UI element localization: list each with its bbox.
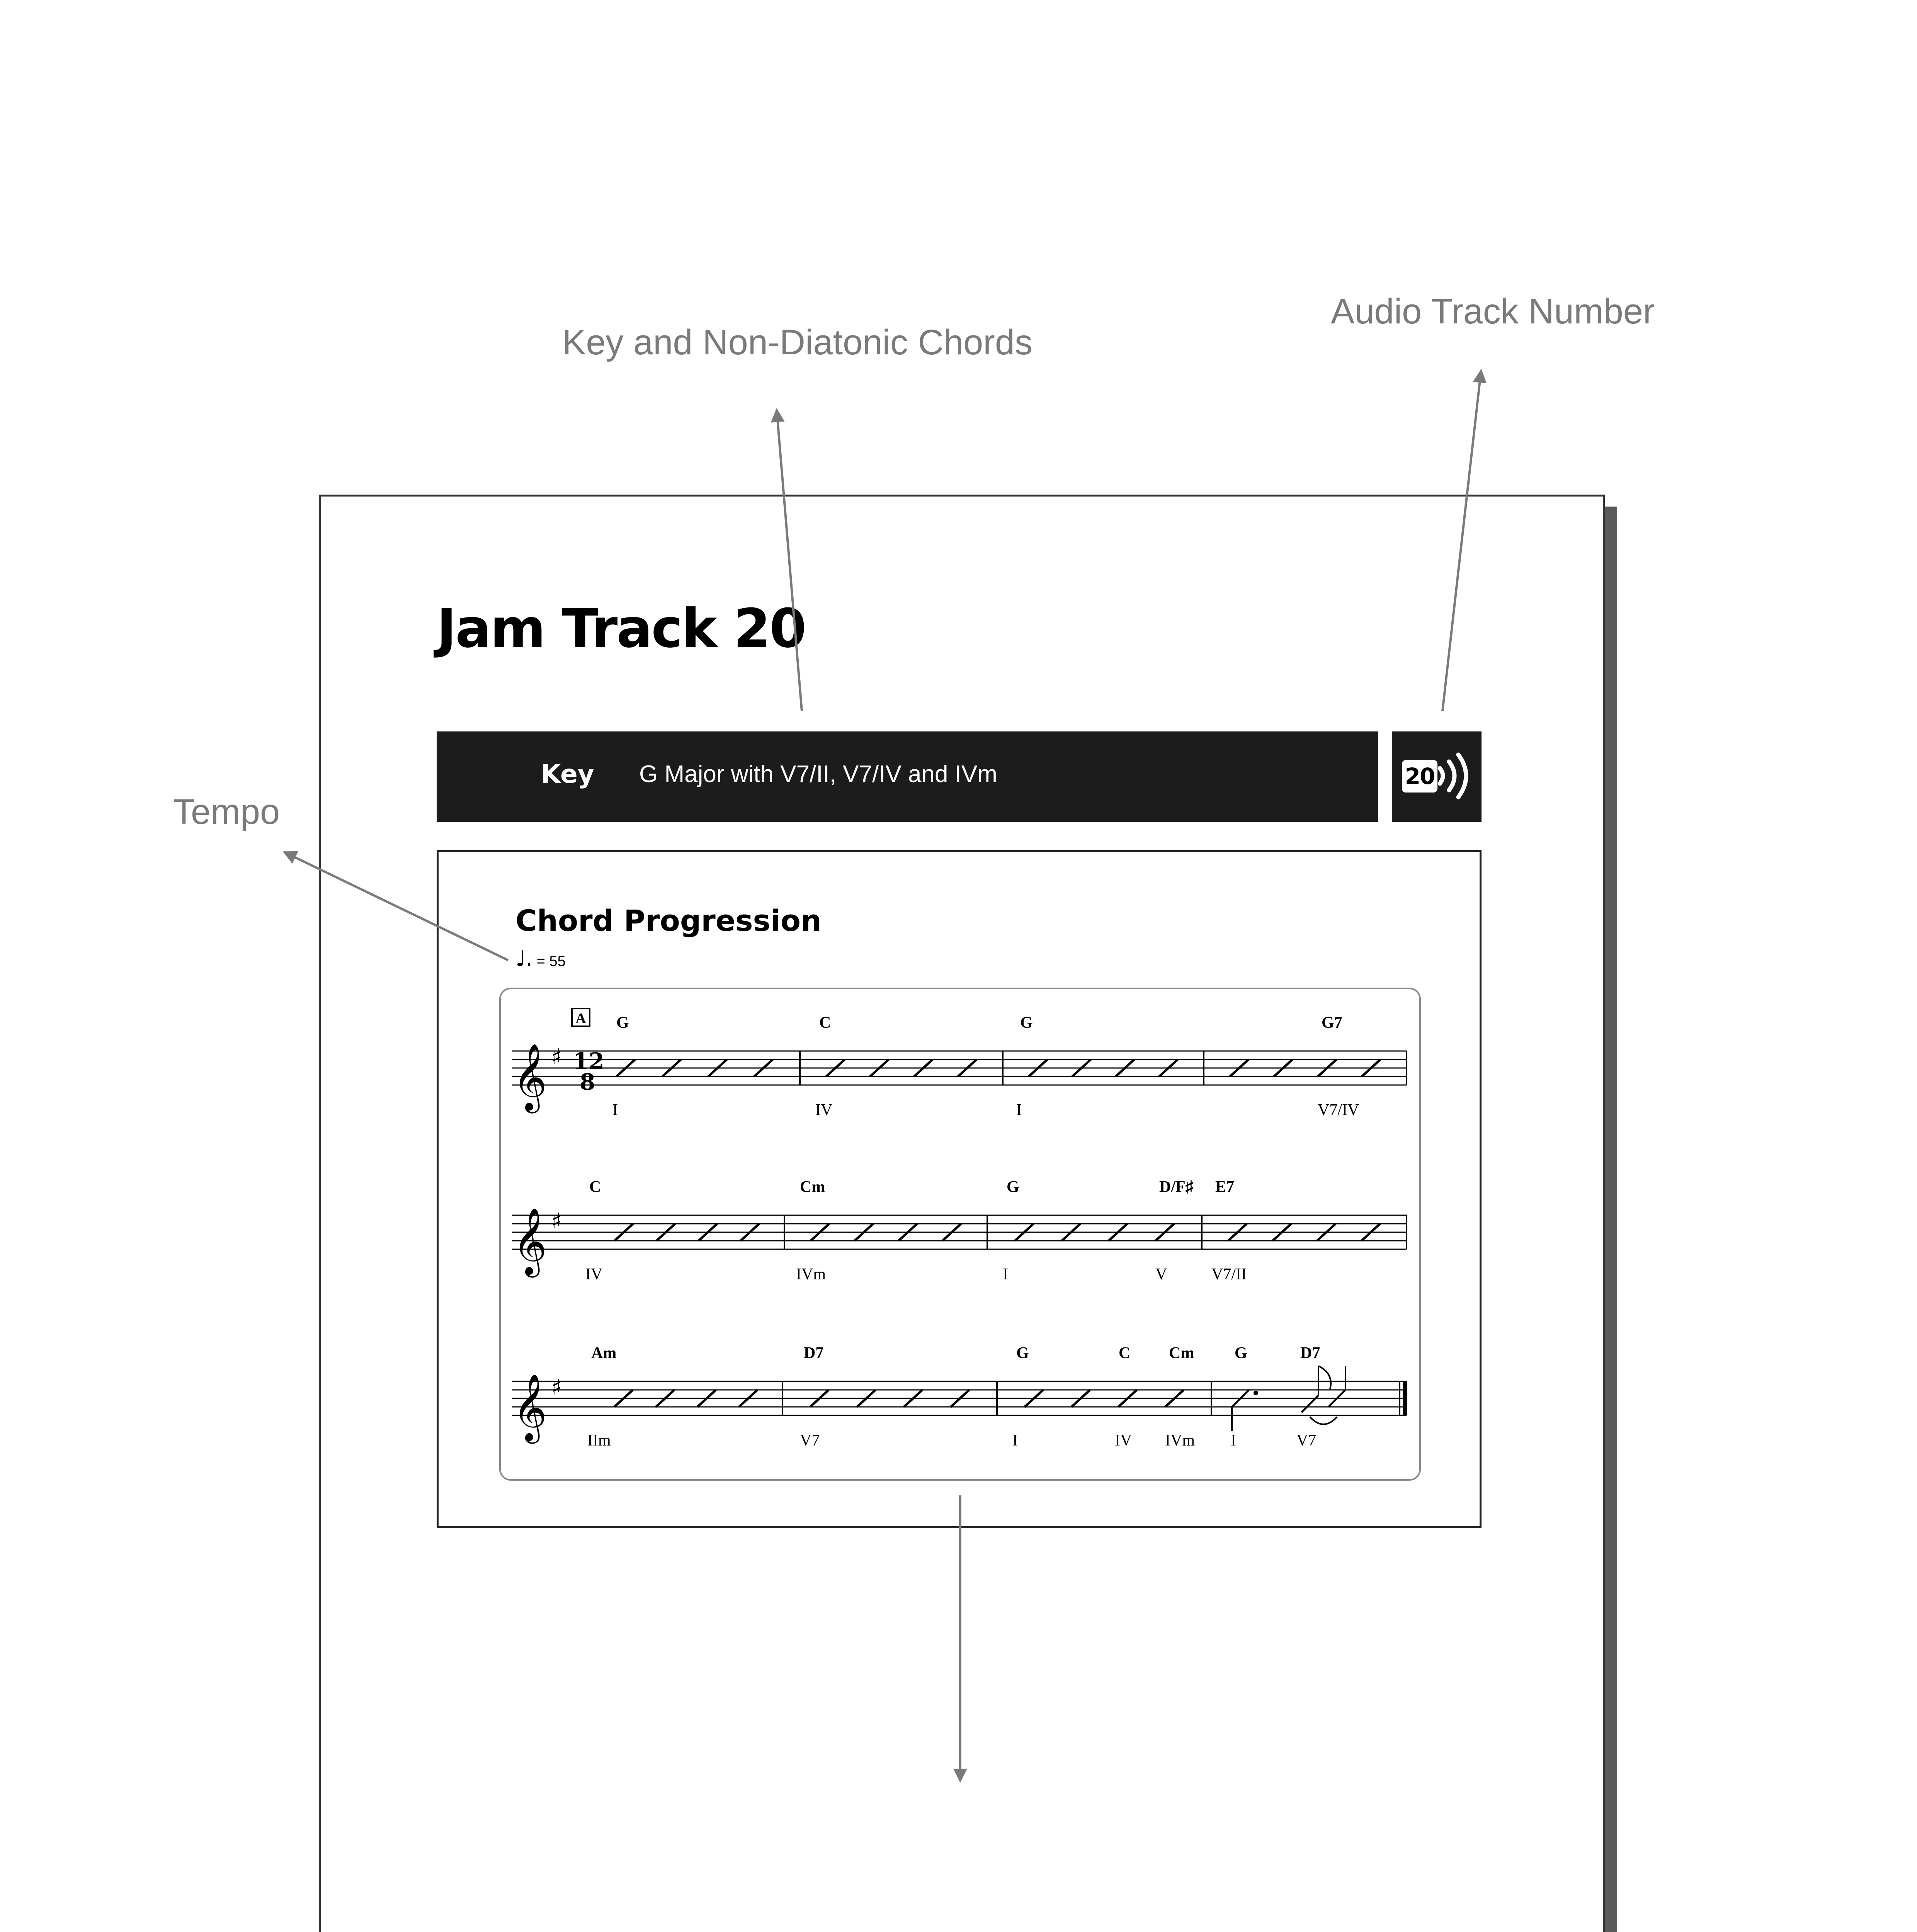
roman-numeral: V7/IV (1318, 1101, 1359, 1119)
treble-clef-icon: 𝄞 (513, 1208, 547, 1275)
roman-numeral: IIm (587, 1432, 611, 1449)
chord-symbol: C (589, 1178, 601, 1196)
chord-symbol: Am (591, 1344, 617, 1362)
audio-track-callout-arrow (1442, 370, 1481, 711)
roman-numeral: I (612, 1101, 618, 1119)
treble-clef-icon: 𝄞 (513, 1043, 547, 1111)
roman-numeral: V7 (1296, 1432, 1317, 1449)
chord-symbol: G (1235, 1344, 1247, 1362)
roman-numeral: IVm (796, 1265, 826, 1283)
chord-progression-title: Chord Progression (515, 903, 822, 938)
sharp-icon: ♯ (551, 1209, 562, 1234)
tempo-value: = 55 (536, 953, 566, 969)
chord-symbol: G (1020, 1014, 1033, 1032)
treble-clef-icon: 𝄞 (513, 1374, 547, 1441)
dotted-quarter-note-icon: ♩. (515, 946, 533, 971)
roman-numeral: IV (1115, 1432, 1132, 1449)
roman-numeral: IV (815, 1101, 833, 1119)
chord-symbol: D/F♯ (1159, 1178, 1194, 1196)
chord-symbol: D7 (804, 1344, 824, 1362)
chord-symbol: C (819, 1014, 831, 1032)
chord-symbol: E7 (1215, 1178, 1235, 1196)
chord-symbol: G (1016, 1344, 1029, 1362)
chord-symbol: Cm (800, 1178, 825, 1196)
chord-symbol: G7 (1322, 1014, 1342, 1032)
chord-symbol: D7 (1300, 1344, 1320, 1362)
roman-numeral: V (1155, 1265, 1167, 1283)
roman-numeral: IVm (1165, 1432, 1195, 1449)
tempo-callout-arrow (284, 852, 508, 960)
audio-track-callout-label: Audio Track Number (1331, 292, 1655, 331)
roman-numeral: V7/II (1211, 1265, 1247, 1283)
time-signature-bottom: 8 (580, 1069, 595, 1095)
jam-track-title: Jam Track 20 (437, 597, 806, 660)
audio-track-number: 20 (1402, 760, 1437, 793)
key-label: Key (541, 759, 594, 789)
chord-symbol: Cm (1169, 1344, 1194, 1362)
sharp-icon: ♯ (551, 1044, 562, 1070)
chord-symbol: C (1119, 1344, 1131, 1362)
tempo-callout-label: Tempo (173, 792, 280, 832)
rehearsal-mark: A (575, 1010, 586, 1027)
roman-numeral: I (1003, 1265, 1008, 1283)
roman-numeral: I (1012, 1432, 1018, 1449)
sharp-icon: ♯ (551, 1375, 562, 1400)
roman-numeral: I (1231, 1432, 1236, 1449)
key-callout-label: Key and Non-Diatonic Chords (562, 323, 1033, 362)
key-value: G Major with V7/II, V7/IV and IVm (639, 761, 997, 787)
chord-symbol: G (616, 1014, 629, 1032)
roman-numeral: IV (585, 1265, 603, 1283)
time-signature-top: 12 (573, 1048, 604, 1074)
roman-numeral: V7 (800, 1432, 820, 1449)
roman-numeral: I (1016, 1101, 1022, 1119)
key-callout-arrow (777, 410, 802, 711)
chord-symbol: G (1007, 1178, 1019, 1196)
